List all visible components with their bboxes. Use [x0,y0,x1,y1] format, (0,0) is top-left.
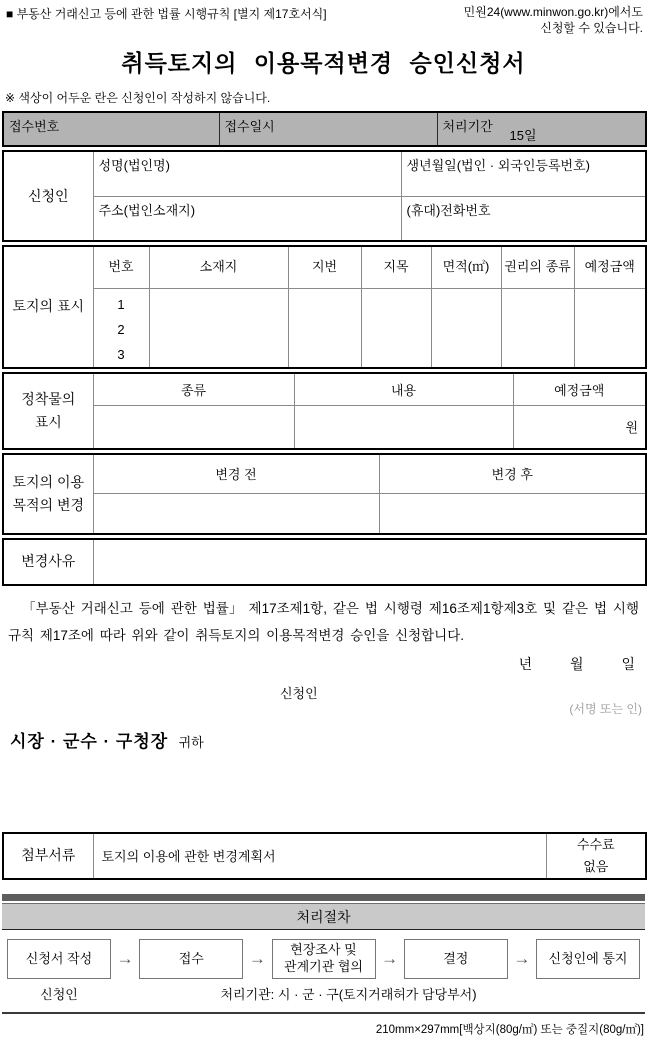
land-amount-input-area[interactable] [574,288,646,368]
date-year-label: 년 [518,655,533,672]
purpose-change-table [2,453,647,535]
land-row-number-3: 3 [117,346,125,362]
procedure-flow [0,930,647,982]
processing-period-value: 15일 [509,128,537,144]
applicant-phone-field[interactable] [401,196,646,241]
purpose-before-input-area[interactable] [93,494,379,534]
fixture-amount-input-area[interactable] [513,406,646,449]
applicant-section-label: 신청인 [3,151,93,241]
date-month-label: 월 [570,655,584,672]
date-line [0,654,647,674]
receipt-date-cell [219,112,437,146]
procedure-step-decision [404,939,508,979]
fee-cell [546,833,646,879]
fixture-header-type: 종류 [93,373,294,406]
processing-period-cell [437,112,646,146]
reason-section-label: 변경사유 [3,539,93,585]
purpose-section-label-line1: 토지의 이용 [12,474,84,491]
procedure-step-label-line1: 현장조사 및 [290,942,357,958]
attachment-section-label: 첨부서류 [3,833,93,879]
attachment-table [2,832,647,880]
arrow-right-icon: → [381,948,399,968]
procedure-step-label: 접수 [178,950,204,966]
applicant-name-label: 성명(법인명) [98,158,170,174]
paper-spec-footer: 210mm×297mm[백상지(80g/㎡) 또는 중질지(80g/㎡)] [375,1023,644,1036]
minwon-note-line2: 신청할 수 있습니다. [540,20,643,35]
receipt-date-label: 접수일시 [224,119,275,135]
applicant-birth-label: 생년월일(법인 · 외국인등록번호) [406,158,590,174]
applicant-name-field[interactable] [93,151,401,196]
purpose-before-header: 변경 전 [93,454,379,494]
land-row-number-1: 1 [117,296,125,312]
fixture-section-label [3,373,93,449]
purpose-section-label-line2: 목적의 변경 [12,496,84,513]
land-lot-input-area[interactable] [288,288,361,368]
arrow-right-icon: → [513,948,531,968]
land-header-lot: 지번 [288,246,361,288]
procedure-step-label-line2: 관계기관 협의 [284,958,363,974]
reason-input-area[interactable] [93,539,646,585]
purpose-after-input-area[interactable] [379,494,646,534]
processing-period-label: 처리기간 [442,119,493,135]
land-category-input-area[interactable] [361,288,431,368]
procedure-step-site-survey [272,939,376,979]
land-header-category: 지목 [361,246,431,288]
procedure-actor-labels [0,984,647,1003]
fixture-header-amount: 예정금액 [513,373,646,406]
fee-label: 수수료 [576,836,615,852]
applicant-phone-label: (휴대)전화번호 [406,202,491,218]
arrow-right-icon: → [248,948,266,968]
signature-or-seal-note: (서명 또는 인) [569,701,642,716]
fixture-table [2,372,647,450]
fixture-type-input-area[interactable] [93,406,294,449]
procedure-agency-label: 처리기관: 시 · 군 · 구(토지거래허가 담당부서) [220,986,477,1002]
applicant-address-field[interactable] [93,196,401,241]
land-header-right-type: 권리의 종류 [501,246,574,288]
fixture-amount-unit: 원 [625,420,638,436]
purpose-after-header: 변경 후 [379,454,646,494]
date-day-label: 일 [621,655,635,672]
recipient-line [0,727,647,752]
procedure-step-label: 결정 [443,950,469,966]
procedure-applicant-label: 신청인 [40,986,78,1002]
land-right-type-input-area[interactable] [501,288,574,368]
signature-applicant-label: 신청인 [280,685,318,701]
section-divider-bar [2,894,645,901]
reason-table [2,538,647,586]
land-header-amount: 예정금액 [574,246,646,288]
fixture-section-label-line1: 정착물의 [21,391,76,408]
minwon-note-line1: 민원24(www.minwon.go.kr)에서도 [463,5,643,19]
land-location-input-area[interactable] [149,288,288,368]
procedure-step-write-application [7,939,111,979]
fixture-detail-input-area[interactable] [294,406,513,449]
attachment-content: 토지의 이용에 관한 변경계획서 [93,833,546,879]
land-header-number: 번호 [93,246,149,288]
land-row-number-2: 2 [117,321,125,337]
recipient-suffix: 귀하 [178,734,204,750]
fee-value: 없음 [583,858,609,874]
top-notes [0,0,647,36]
shaded-area-note: ※ 색상이 어두운 란은 신청인이 작성하지 않습니다. [5,91,271,106]
receipt-table [2,111,647,147]
procedure-step-receipt [139,939,243,979]
land-header-location: 소재지 [149,246,288,288]
fixture-header-detail: 내용 [294,373,513,406]
procedure-step-notify-applicant [536,939,640,979]
form-title: 취득토지의 이용목적변경 승인신청서 [121,50,526,77]
procedure-step-label: 신청서 작성 [25,950,93,966]
signature-block [0,674,647,720]
applicant-table [2,150,647,242]
land-area-input-area[interactable] [431,288,501,368]
land-header-area: 면적(㎡) [431,246,501,288]
legal-form-reference: ■ 부동산 거래신고 등에 관한 법률 시행규칙 [별지 제17호서식] [6,7,327,21]
recipient-title: 시장 · 군수 · 구청장 [10,731,169,751]
procedure-title-bar: 처리절차 [2,903,645,930]
purpose-section-label [3,454,93,534]
land-row-numbers [93,288,149,368]
applicant-birth-field[interactable] [401,151,646,196]
minwon-availability-note [464,5,643,36]
procedure-step-label: 신청인에 통지 [548,950,628,966]
land-section-label: 토지의 표시 [3,246,93,368]
fixture-section-label-line2: 표시 [34,413,62,430]
declaration-text: 「부동산 거래신고 등에 관한 법률」 제17조제1항, 같은 법 시행령 제16조제1항제3호 및 같은 법 시행규칙 제17조에 따라 위와 같이 취득토지의 이용목적변경 승인을 신청합니다. [8,600,639,643]
land-table [2,245,647,369]
applicant-address-label: 주소(법인소재지) [98,202,196,218]
receipt-number-label: 접수번호 [9,119,60,135]
arrow-right-icon: → [116,948,134,968]
receipt-number-cell [3,112,219,146]
